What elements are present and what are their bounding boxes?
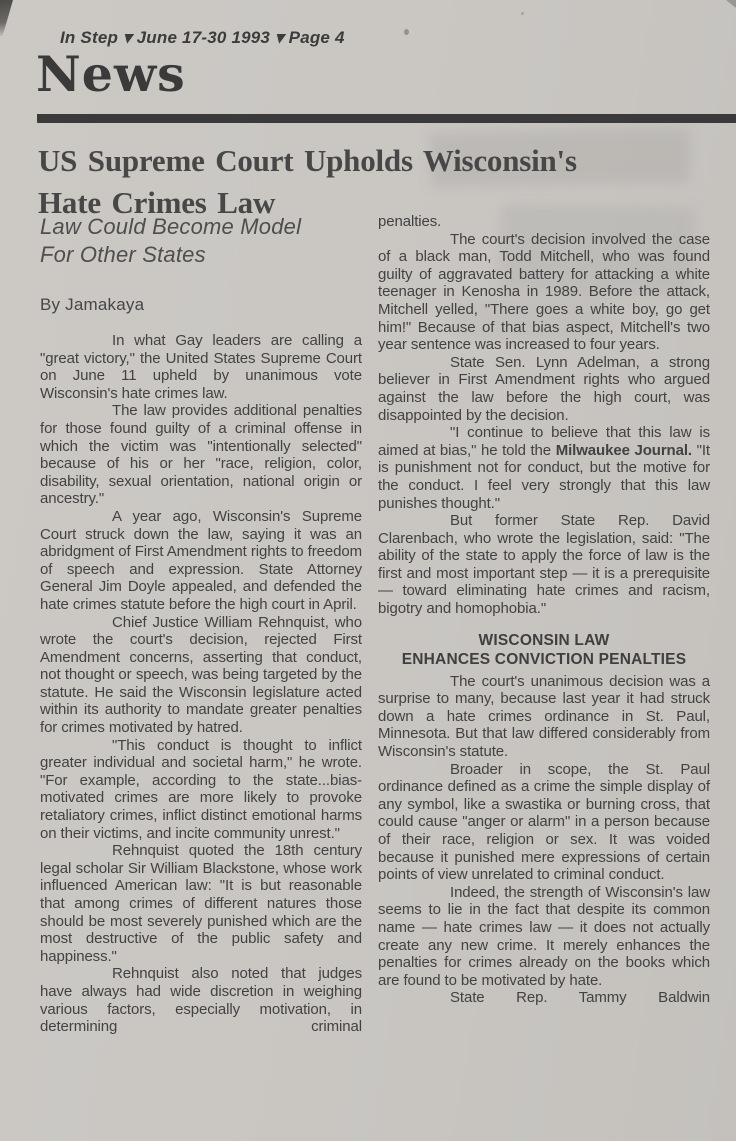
paragraph — [378, 424, 710, 512]
paragraph: Rehnquist quoted the 18th century legal scholar Sir William Blackstone, whose work influenced American law: "It is but reasonable that among crimes of different natures those should be most severely punished which are the most destructive of the public safety and happiness." — [40, 842, 362, 965]
masthead: In Step ▾ June 17-30 1993 ▾ Page 4 — [60, 28, 345, 47]
paragraph-continued: Rehnquist also noted that judges have always had wide discretion in weighing various factors, especially motivation, in determining criminal — [40, 965, 362, 1036]
header-rule — [37, 114, 736, 123]
right-column — [378, 213, 710, 1036]
article-columns — [40, 213, 710, 1036]
right-column-body — [378, 213, 710, 1007]
paragraph: Broader in scope, the St. Paul ordinance defined as a crime the simple display of any symbol, like a swastika or burning cross, that could cause "anger or alarm" in a person because of their race, religion or sex. It was voided because it punished mere expressions of certain points of view unrelated to criminal conduct. — [378, 760, 710, 884]
section-heading-line-1: WISCONSIN LAW — [478, 631, 610, 649]
scan-speck — [521, 12, 524, 15]
subhead-line-1: Law Could Become Model — [40, 214, 302, 239]
headline-line-1: US Supreme Court Upholds Wisconsin's — [38, 143, 577, 178]
paragraph-continuation: penalties. — [378, 213, 442, 230]
paragraph: The court's unanimous decision was a surprise to many, because last year it had struck down a hate crimes ordinance in St. Paul, Minnesota. But that law differed considerably from Wisconsin's statute. — [378, 672, 710, 761]
scan-corner-mark — [0, 0, 13, 36]
paragraph-continued: State Rep. Tammy Baldwin — [450, 989, 710, 1007]
paragraph: "This conduct is thought to inflict greater individual and societal harm," he wrote. "For example, according to the state...bias-motivated crimes are more likely to provoke retaliatory crimes, inflict distinct emotional harms on their victims, and incite community unrest." — [40, 736, 362, 842]
left-column — [40, 213, 362, 1036]
quote-pre: "I continue to believe that this law is aimed at bias," he told the — [378, 424, 710, 459]
article-headline — [38, 140, 577, 224]
paragraph: The law provides additional penalties for those found guilty of a criminal offense in which the victim was "intentionally selected" because of his or her "race, religion, color, disability, sexual orientation, national origin or ancestry." — [40, 402, 362, 508]
byline: By Jamakaya — [40, 295, 145, 314]
scan-speck — [404, 29, 409, 35]
section-heading — [378, 631, 710, 670]
headline-line-2: Hate Crimes Law — [38, 185, 276, 220]
paragraph: Indeed, the strength of Wisconsin's law seems to lie in the fact that despite its common name — hate crimes law — it does not actually create any new crime. It merely enhances the penalties for crimes already on the books which are found to be motivated by hate. — [378, 883, 710, 989]
quote-post: "It is punishment not for conduct, but the motive for the conduct. I feel very strongly that this law punishes thought." — [378, 441, 710, 512]
article-subhead — [40, 213, 362, 269]
paragraph: The court's decision involved the case of a black man, Todd Mitchell, who was found guilty of aggravated battery for attacking a white teenager in Kenosha in 1989. Before the attack, Mitchell yelled, "There goes a white boy, go get him!" Because of that bias aspect, Mitchell's two year sentence was increased to four years. — [378, 230, 710, 354]
paragraph: In what Gay leaders are calling a "great victory," the United States Supreme Court on June 11 upheld by unanimous vote Wisconsin's hate crimes law. — [40, 332, 362, 402]
paragraph: A year ago, Wisconsin's Supreme Court struck down the law, saying it was an abridgment of First Amendment rights to freedom of speech and expression. State Attorney General Jim Doyle appealed, and defended the hate crimes statute before the high court in April. — [40, 507, 362, 613]
publication-name: Milwaukee Journal. — [555, 441, 692, 459]
subhead-line-2: For Other States — [40, 242, 206, 267]
paragraph: State Sen. Lynn Adelman, a strong believer in First Amendment rights who argued against the law before the high court, was disappointed by the decision. — [378, 353, 710, 424]
paragraph: Chief Justice William Rehnquist, who wrote the court's decision, rejected First Amendment concerns, asserting that conduct, not thought or speech, was being targeted by the statute. He said the Wisconsin legislature acted within its authority to mandate greater penalties for crimes motivated by hatred. — [40, 613, 362, 737]
scan-corner-mark — [726, 0, 736, 8]
left-column-body — [40, 332, 362, 1036]
paragraph: But former State Rep. David Clarenbach, who wrote the legislation, said: "The ability of the state to apply the force of law is the first and most important step — it is a prerequisite — toward eliminating hate crimes and racism, bigotry and homophobia." — [378, 512, 710, 618]
section-heading-line-2: ENHANCES CONVICTION PENALTIES — [401, 651, 687, 669]
section-title: News — [36, 45, 186, 103]
